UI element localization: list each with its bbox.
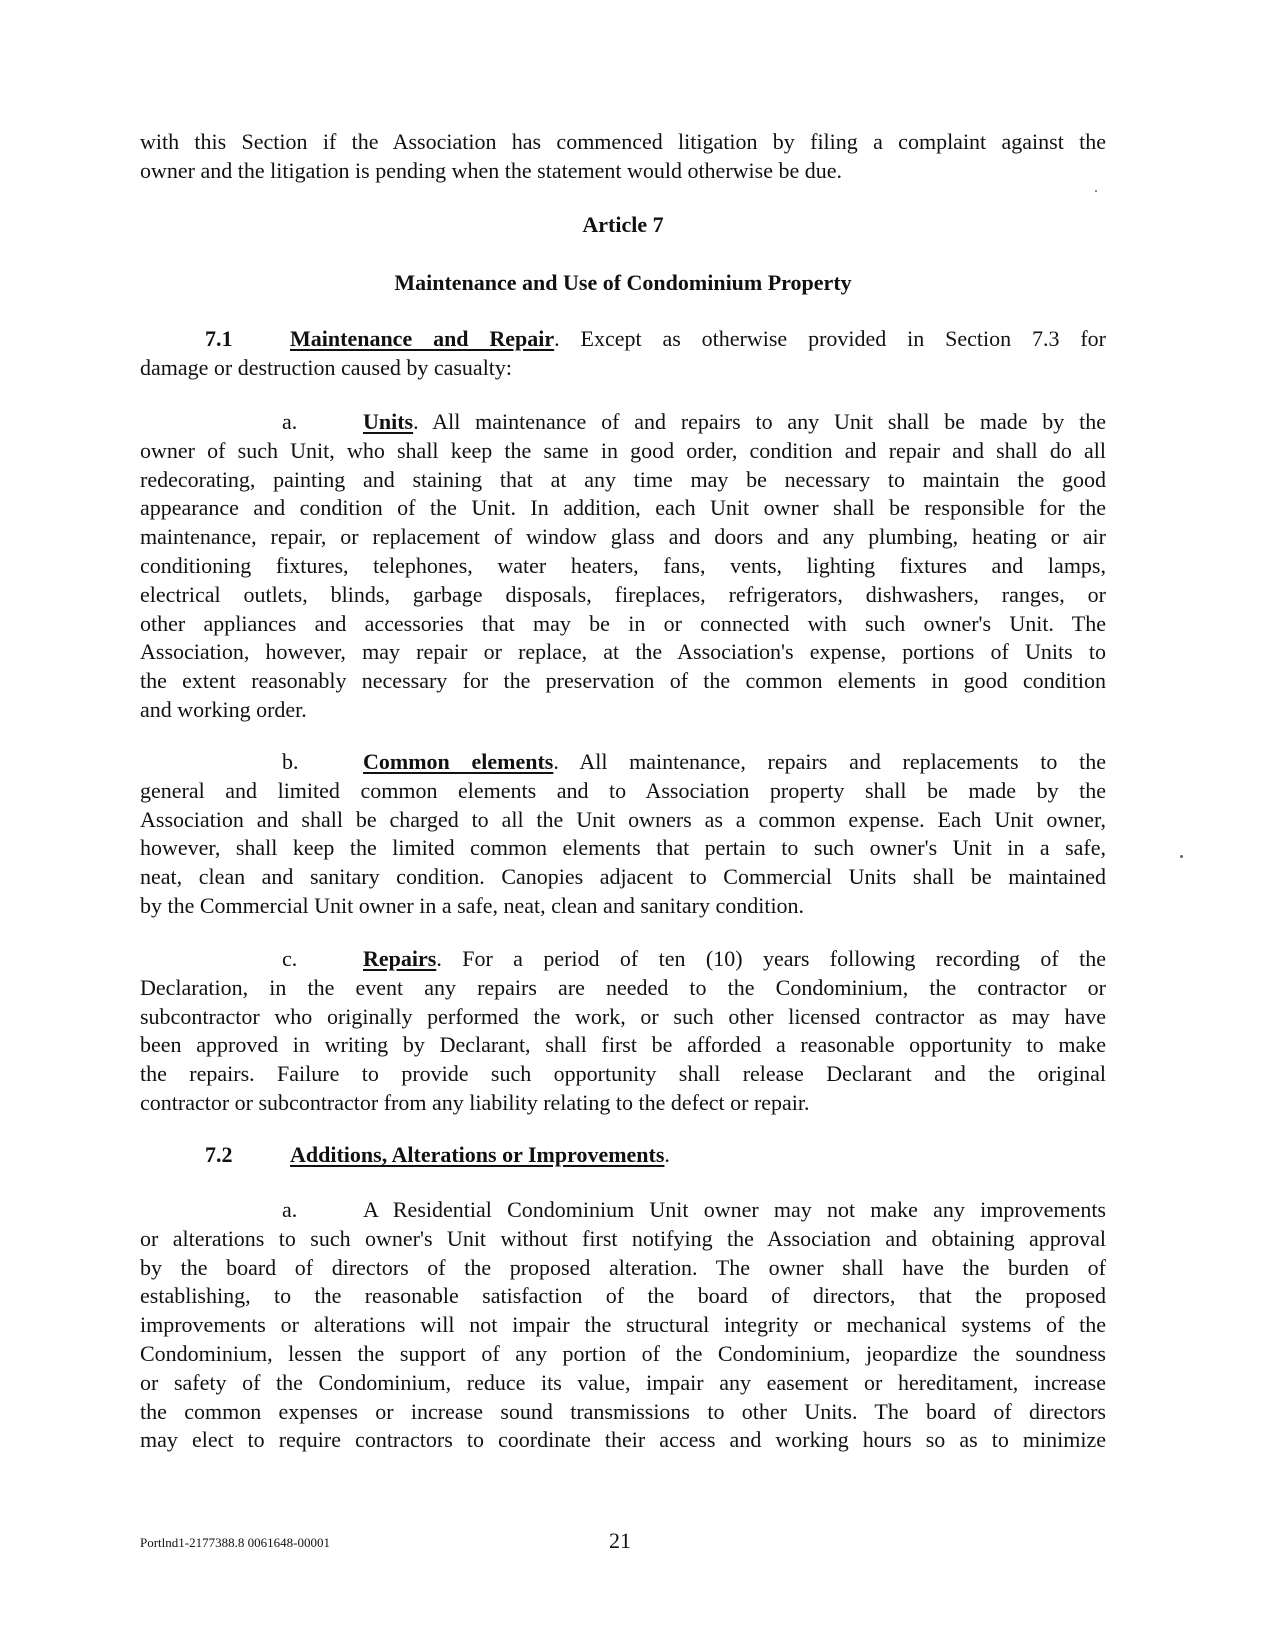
- section-title: Units: [363, 409, 414, 434]
- text-line: redecorating, painting and staining that at any time may be necessary to maintain the good: [140, 466, 1106, 492]
- section-number: 7.2: [205, 1142, 233, 1167]
- text-line: conditioning fixtures, telephones, water heaters, fans, vents, lighting fixtures and lamps,: [140, 552, 1106, 578]
- text-line: with this Section if the Association has commenced litigation by filing a complaint against the: [140, 129, 1106, 154]
- section-text: . Except as otherwise provided in Section 7.3 for: [554, 326, 1106, 351]
- scan-speck: [1095, 190, 1097, 192]
- section-s72: [140, 1141, 1106, 1170]
- text-line: [140, 325, 1106, 354]
- footer-document-id: Portlnd1-2177388.8 0061648-00001: [140, 1535, 330, 1550]
- text-line: contractor or subcontractor from any liability relating to the defect or repair.: [140, 1089, 810, 1115]
- scan-speck: [1180, 855, 1183, 858]
- section-text: . All maintenance of and repairs to any Unit shall be made by the: [413, 409, 1106, 434]
- text-line: owner and the litigation is pending when the statement would otherwise be due.: [140, 157, 843, 183]
- text-line: other appliances and accessories that may be in or connected with such owner's Unit. The: [140, 610, 1106, 636]
- section-text: .: [664, 1142, 670, 1167]
- section-number: a.: [282, 409, 298, 434]
- text-line: damage or destruction caused by casualty:: [140, 354, 513, 380]
- text-line: Association, however, may repair or replace, at the Association's expense, portions of Units to: [140, 639, 1106, 665]
- section-title: Repairs: [363, 946, 437, 971]
- text-line: the extent reasonably necessary for the preservation of the common elements in good condition: [140, 668, 1106, 694]
- section-title: Maintenance and Repair: [290, 326, 555, 351]
- text-line: establishing, to the reasonable satisfaction of the board of directors, that the proposed: [140, 1283, 1106, 1309]
- article-title: Article 7: [582, 212, 664, 237]
- section-title: Additions, Alterations or Improvements: [290, 1142, 665, 1167]
- text-line: Declaration, in the event any repairs are needed to the Condominium, the contractor or: [140, 974, 1106, 1000]
- text-line: Condominium, lessen the support of any portion of the Condominium, jeopardize the soundness: [140, 1340, 1106, 1366]
- text-line: or safety of the Condominium, reduce its value, impair any easement or hereditament, increase: [140, 1369, 1106, 1395]
- text-line: maintenance, repair, or replacement of window glass and doors and any plumbing, heating or air: [140, 524, 1106, 550]
- text-line: and working order.: [140, 696, 307, 722]
- text-line: [140, 748, 1106, 777]
- text-line: [140, 945, 1106, 974]
- text-line: appearance and condition of the Unit. In addition, each Unit owner shall be responsible for the: [140, 495, 1106, 521]
- section-text: . For a period of ten (10) years following recording of the: [436, 946, 1106, 971]
- text-line: [140, 1196, 1106, 1225]
- text-line: the common expenses or increase sound transmissions to other Units. The board of directors: [140, 1398, 1106, 1424]
- section-s71a: [140, 408, 1106, 725]
- text-line: [140, 408, 1106, 437]
- text-line: been approved in writing by Declarant, shall first be afforded a reasonable opportunity to make: [140, 1032, 1106, 1058]
- article-heading: Maintenance and Use of Condominium Property: [394, 270, 852, 295]
- section-s71b: [140, 748, 1106, 921]
- text-line: general and limited common elements and to Association property shall be made by the: [140, 777, 1106, 803]
- text-line: however, shall keep the limited common elements that pertain to such owner's Unit in a safe,: [140, 835, 1106, 861]
- section-text: . All maintenance, repairs and replacements to the: [553, 749, 1106, 774]
- section-number: c.: [282, 946, 298, 971]
- page-number: 21: [609, 1528, 631, 1553]
- section-s71: [140, 325, 1106, 383]
- section-title: Common elements: [363, 749, 554, 774]
- section-number: b.: [282, 749, 299, 774]
- text-line: electrical outlets, blinds, garbage disposals, fireplaces, refrigerators, dishwashers, ranges, or: [140, 581, 1106, 607]
- text-line: or alterations to such owner's Unit without first notifying the Association and obtaining approval: [140, 1225, 1106, 1251]
- text-line: neat, clean and sanitary condition. Canopies adjacent to Commercial Units shall be maintained: [140, 864, 1106, 890]
- text-line: Association and shall be charged to all the Unit owners as a common expense. Each Unit owner,: [140, 806, 1106, 832]
- text-line: may elect to require contractors to coordinate their access and working hours so as to minimize: [140, 1427, 1106, 1453]
- section-number: 7.1: [205, 326, 233, 351]
- text-line: [140, 1141, 1106, 1170]
- text-line: subcontractor who originally performed the work, or such other licensed contractor as may have: [140, 1003, 1106, 1029]
- section-text: A Residential Condominium Unit owner may not make any improvements: [363, 1197, 1106, 1222]
- text-line: owner of such Unit, who shall keep the same in good order, condition and repair and shall do all: [140, 437, 1106, 463]
- section-s71c: [140, 945, 1106, 1118]
- text-line: by the board of directors of the proposed alteration. The owner shall have the burden of: [140, 1254, 1106, 1280]
- section-number: a.: [282, 1197, 298, 1222]
- text-line: improvements or alterations will not impair the structural integrity or mechanical systems of the: [140, 1312, 1106, 1338]
- section-s72a: [140, 1196, 1106, 1455]
- text-line: the repairs. Failure to provide such opportunity shall release Declarant and the original: [140, 1061, 1106, 1087]
- intro-paragraph: [140, 128, 1106, 186]
- text-line: by the Commercial Unit owner in a safe, neat, clean and sanitary condition.: [140, 892, 805, 918]
